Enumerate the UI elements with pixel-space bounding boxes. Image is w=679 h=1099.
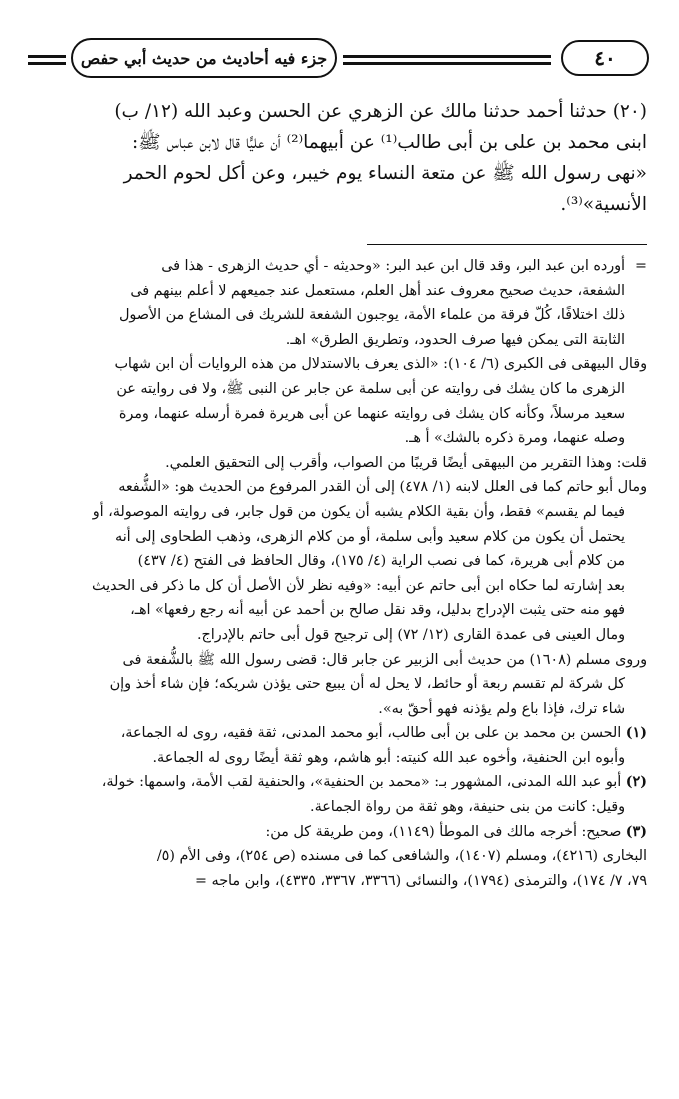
note-line: وقال البيهقى فى الكبرى (٦/ ١٠٤): «الذى يعرف بالاستدلال من هذه الروايات أن ابن شهاب: [114, 356, 647, 373]
footnote-separator: [367, 244, 647, 245]
note-line: كل شركة لم تقسم ربعة أو حائط، لا يحل له أن يبيع حتى يؤذن شريكه؛ فإن شاء أخذ وإن: [109, 676, 625, 693]
hadith-line: (٢٠) حدثنا أحمد حدثنا مالك عن الزهري عن الحسن وعبد الله (١٢/ ب): [114, 101, 647, 122]
hadith-line: ابنى محمد بن على بن أبى طالب⁽¹⁾ عن أبيهما⁽²⁾ أن عليًّا قال لابن عباس ﷺ:: [132, 132, 647, 153]
note-paragraph: [30, 746, 647, 771]
note-line: وقيل: كانت من بنى حنيفة، وهو ثقة من رواة الجماعة.: [310, 799, 625, 816]
note-line: الثابتة التى يمكن فيها صرف الحدود، وتطريق الطرق» اهـ.: [285, 331, 625, 348]
note-line: الزهرى ما كان يشك فى روايته عن أبى سلمة عن جابر عن النبى ﷺ، ولا فى روايته عن: [116, 380, 625, 397]
note-line: الحسن بن محمد بن على بن أبى طالب، أبو محمد المدنى، ثقة فقيه، روى له الجماعة،: [120, 725, 622, 742]
hadith-line: الأنسية»⁽³⁾.: [560, 194, 647, 215]
running-title: جزء فيه أحاديث من حديث أبي حفص: [71, 38, 337, 78]
note-line: سعيد مرسلاً، وكأنه كان يشك فى روايته عنهما عن أبى هريرة فمرة أرسله عنهما، ومرة: [118, 405, 625, 422]
continuation-mark: =: [635, 258, 647, 274]
note-line: فهو منه حتى يثبت الإدراج بدليل، وقد نقل صالح بن أحمد عن أبيه أنه رجع رفعها» اهـ،: [130, 602, 625, 619]
note-line: ٧٩، ٧/ ١٧٤)، والترمذى (١٧٩٤)، والنسائى (٣٣٦٦، ٣٣٦٧، ٤٣٣٥)، وابن ماجه =: [195, 872, 647, 889]
footnote-2: [30, 770, 647, 795]
hadith-line: «نهى رسول الله ﷺ عن متعة النساء يوم خيبر، وعن أكل لحوم الحمر: [123, 163, 647, 184]
footnote-marker: (٣): [625, 823, 647, 840]
page-number: ٤٠: [561, 40, 649, 76]
note-line: ومال العينى فى عمدة القارى (١٢/ ٧٢) إلى ترجيح قول أبى حاتم بالإدراج.: [196, 626, 625, 643]
note-line: شاء ترك، فإذا باع ولم يؤذنه فهو أحقّ به».: [378, 700, 625, 717]
footnote-3: [30, 820, 647, 845]
header-rule: [28, 62, 66, 65]
note-line: يحتمل أن يكون من كلام سعيد وأبى سلمة، أو من كلام الزهرى، وذهب الطحاوى إلى أنه: [115, 528, 625, 545]
note-line: ومال أبو حاتم كما فى العلل لابنه (١/ ٤٧٨) إلى أن القدر المرفوع من الحديث هو: «الشُّفعه: [118, 479, 647, 496]
note-line: صحيح: أخرجه مالك فى الموطأ (١١٤٩)، ومن طريقة كل من:: [265, 823, 622, 840]
footnote-1: [30, 721, 647, 746]
footnote-marker: (٢): [625, 774, 647, 791]
note-line: بعد إشارته لما حكاه ابن أبى حاتم عن أبيه: «وفيه نظر لأن الأصل أن كل ما ذكر فى الحديث: [92, 577, 625, 594]
note-line: وصله عنهما، ومرة ذكره بالشك» أ هـ.: [404, 430, 625, 447]
note-line: الشفعة، حديث صحيح معروف عند أهل العلم، مستعمل عند جميعهم لا أعلم بينهم فى: [130, 282, 625, 299]
note-paragraph: [30, 795, 647, 820]
continued-footnote: [30, 254, 647, 352]
note-line: أبو عبد الله المدنى، المشهور بـ: «محمد بن الحنفية»، والحنفية لقب الأمة، واسمها: خولة،: [101, 774, 622, 791]
note-line: فيما لم يقسم» فقط، وأن بقية الكلام يشبه أن يكون من قول جابر، فى روايته الموصولة، أو: [92, 503, 625, 520]
footnotes: [30, 254, 647, 893]
header-rule: [343, 62, 551, 65]
note-paragraph: [30, 377, 647, 451]
header-rule: [28, 55, 66, 58]
note-line: وأبوه ابن الحنفية، وأخوه عبد الله كنيته: أبو هاشم، وهو ثقة أيضًا روى له الجماعة.: [152, 749, 625, 766]
note-line: أورده ابن عبد البر، وقد قال ابن عبد البر: «وحديثه - أي حديث الزهرى - هذا فى: [161, 258, 625, 274]
note-paragraph: [30, 672, 647, 721]
footnote-marker: (١): [625, 725, 647, 742]
note-line: قلت: وهذا التقرير من البيهقى أيضًا قريبًا من الصواب، وأقرب إلى التحقيق العلمي.: [165, 454, 647, 471]
note-line: البخارى (٤٢١٦)، ومسلم (١٤٠٧)، والشافعى كما فى مسنده (ص ٢٥٤)، وفى الأم (٥/: [156, 848, 647, 865]
note-line: ذلك اختلافًا، كُلّ فرقة من علماء الأمة، يوجبون الشفعة للشريك فى المشاع من الأصول: [119, 307, 625, 324]
note-line: وروى مسلم (١٦٠٨) من حديث أبى الزبير عن جابر قال: قضى رسول الله ﷺ بالشُّفعة فى: [122, 651, 647, 668]
note-paragraph: [30, 500, 647, 648]
page-header: [28, 38, 649, 86]
hadith-text: [30, 96, 647, 220]
header-rule: [343, 55, 551, 58]
note-line: من كلام أبى هريرة، كما فى نصب الراية (٤/ ١٧٥)، وقال الحافظ فى الفتح (٤/ ٤٣٧): [137, 553, 625, 570]
